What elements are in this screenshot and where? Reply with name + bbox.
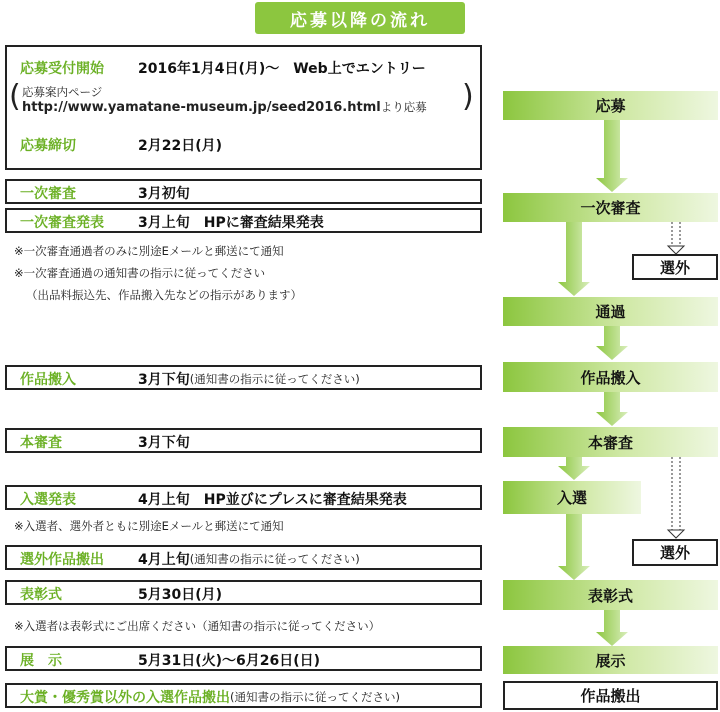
arrow-pass-to-delivery — [596, 326, 628, 360]
delivery-label: 作品搬入 — [20, 372, 76, 388]
final-pickup-note: (通知書の指示に従ってください) — [230, 690, 400, 704]
flow-reject-1: 選外 — [632, 254, 718, 280]
note-ceremony-attendance: ※入選者は表彰式にご出席ください（通知書の指示に従ってください） — [14, 619, 381, 633]
left-paren: ( — [9, 79, 21, 114]
application-start-label: 応募受付開始 — [20, 61, 104, 77]
flow-pass: 通過 — [503, 297, 718, 326]
final-pickup-label: 大賞・優秀賞以外の入選作品搬出 — [20, 690, 230, 706]
flow-first-review: 一次審査 — [503, 193, 718, 222]
dashed-arrow-reject1 — [672, 222, 680, 246]
flow-final-review: 本審査 — [503, 427, 718, 457]
dashed-arrow-reject2 — [672, 457, 680, 530]
first-review-label: 一次審査 — [20, 186, 76, 202]
selection-label: 入選発表 — [20, 492, 76, 508]
flow-apply: 応募 — [503, 91, 718, 120]
page-title: 応募以降の流れ — [255, 2, 465, 34]
deadline-value: 2月22日(月) — [138, 138, 223, 154]
guide-url-link[interactable]: http://www.yamatane-museum.jp/seed2016.html — [22, 100, 381, 115]
application-start-value: 2016年1月4日(月)～ Web上でエントリー — [138, 61, 426, 77]
guide-url-suffix: より応募 — [380, 100, 427, 114]
guide-label: 応募案内ページ — [22, 85, 103, 99]
first-result-label: 一次審査発表 — [20, 215, 104, 231]
ceremony-label: 表彰式 — [20, 587, 62, 603]
flow-exhibition: 展示 — [503, 646, 718, 674]
note-follow-instructions: ※一次審査通過の通知書の指示に従ってください — [14, 266, 266, 280]
flow-reject-2: 選外 — [632, 539, 718, 566]
first-result-value: 3月上旬 HPに審査結果発表 — [138, 215, 324, 231]
deadline-label: 応募締切 — [20, 138, 76, 154]
arrow-selected-to-ceremony — [558, 514, 590, 580]
reject-pickup-value: 4月上旬 — [138, 552, 190, 568]
arrow-first-to-pass — [558, 222, 590, 296]
arrow-delivery-to-final — [596, 392, 628, 426]
exhibition-value: 5月31日(火)～6月26日(日) — [138, 653, 321, 669]
flow-delivery: 作品搬入 — [503, 362, 718, 392]
right-paren: ) — [462, 79, 474, 114]
delivery-value: 3月下旬 — [138, 372, 190, 388]
exhibition-label: 展 示 — [20, 653, 62, 669]
final-review-value: 3月下旬 — [138, 435, 190, 451]
note-first-notification: ※一次審査通過者のみに別途Eメールと郵送にて通知 — [14, 244, 284, 258]
reject-pickup-note: (通知書の指示に従ってください) — [189, 552, 360, 566]
final-review-label: 本審査 — [20, 435, 62, 451]
first-review-value: 3月初旬 — [138, 186, 190, 202]
selection-value: 4月上旬 HP並びにプレスに審査結果発表 — [138, 492, 407, 508]
arrow-ceremony-to-exhibition — [596, 610, 628, 646]
arrow-final-to-selected — [558, 457, 590, 480]
flow-pickup: 作品搬出 — [503, 681, 718, 710]
ceremony-value: 5月30日(月) — [138, 587, 223, 603]
flow-ceremony: 表彰式 — [503, 580, 718, 610]
delivery-note: (通知書の指示に従ってください) — [189, 372, 360, 386]
reject-pickup-label: 選外作品搬出 — [20, 552, 104, 568]
note-instruction-details: （出品料振込先、作品搬入先などの指示があります） — [26, 288, 302, 302]
note-selection-notification: ※入選者、選外者ともに別途Eメールと郵送にて通知 — [14, 519, 284, 533]
arrow-apply-to-first — [596, 120, 628, 192]
flow-selected: 入選 — [503, 481, 641, 514]
